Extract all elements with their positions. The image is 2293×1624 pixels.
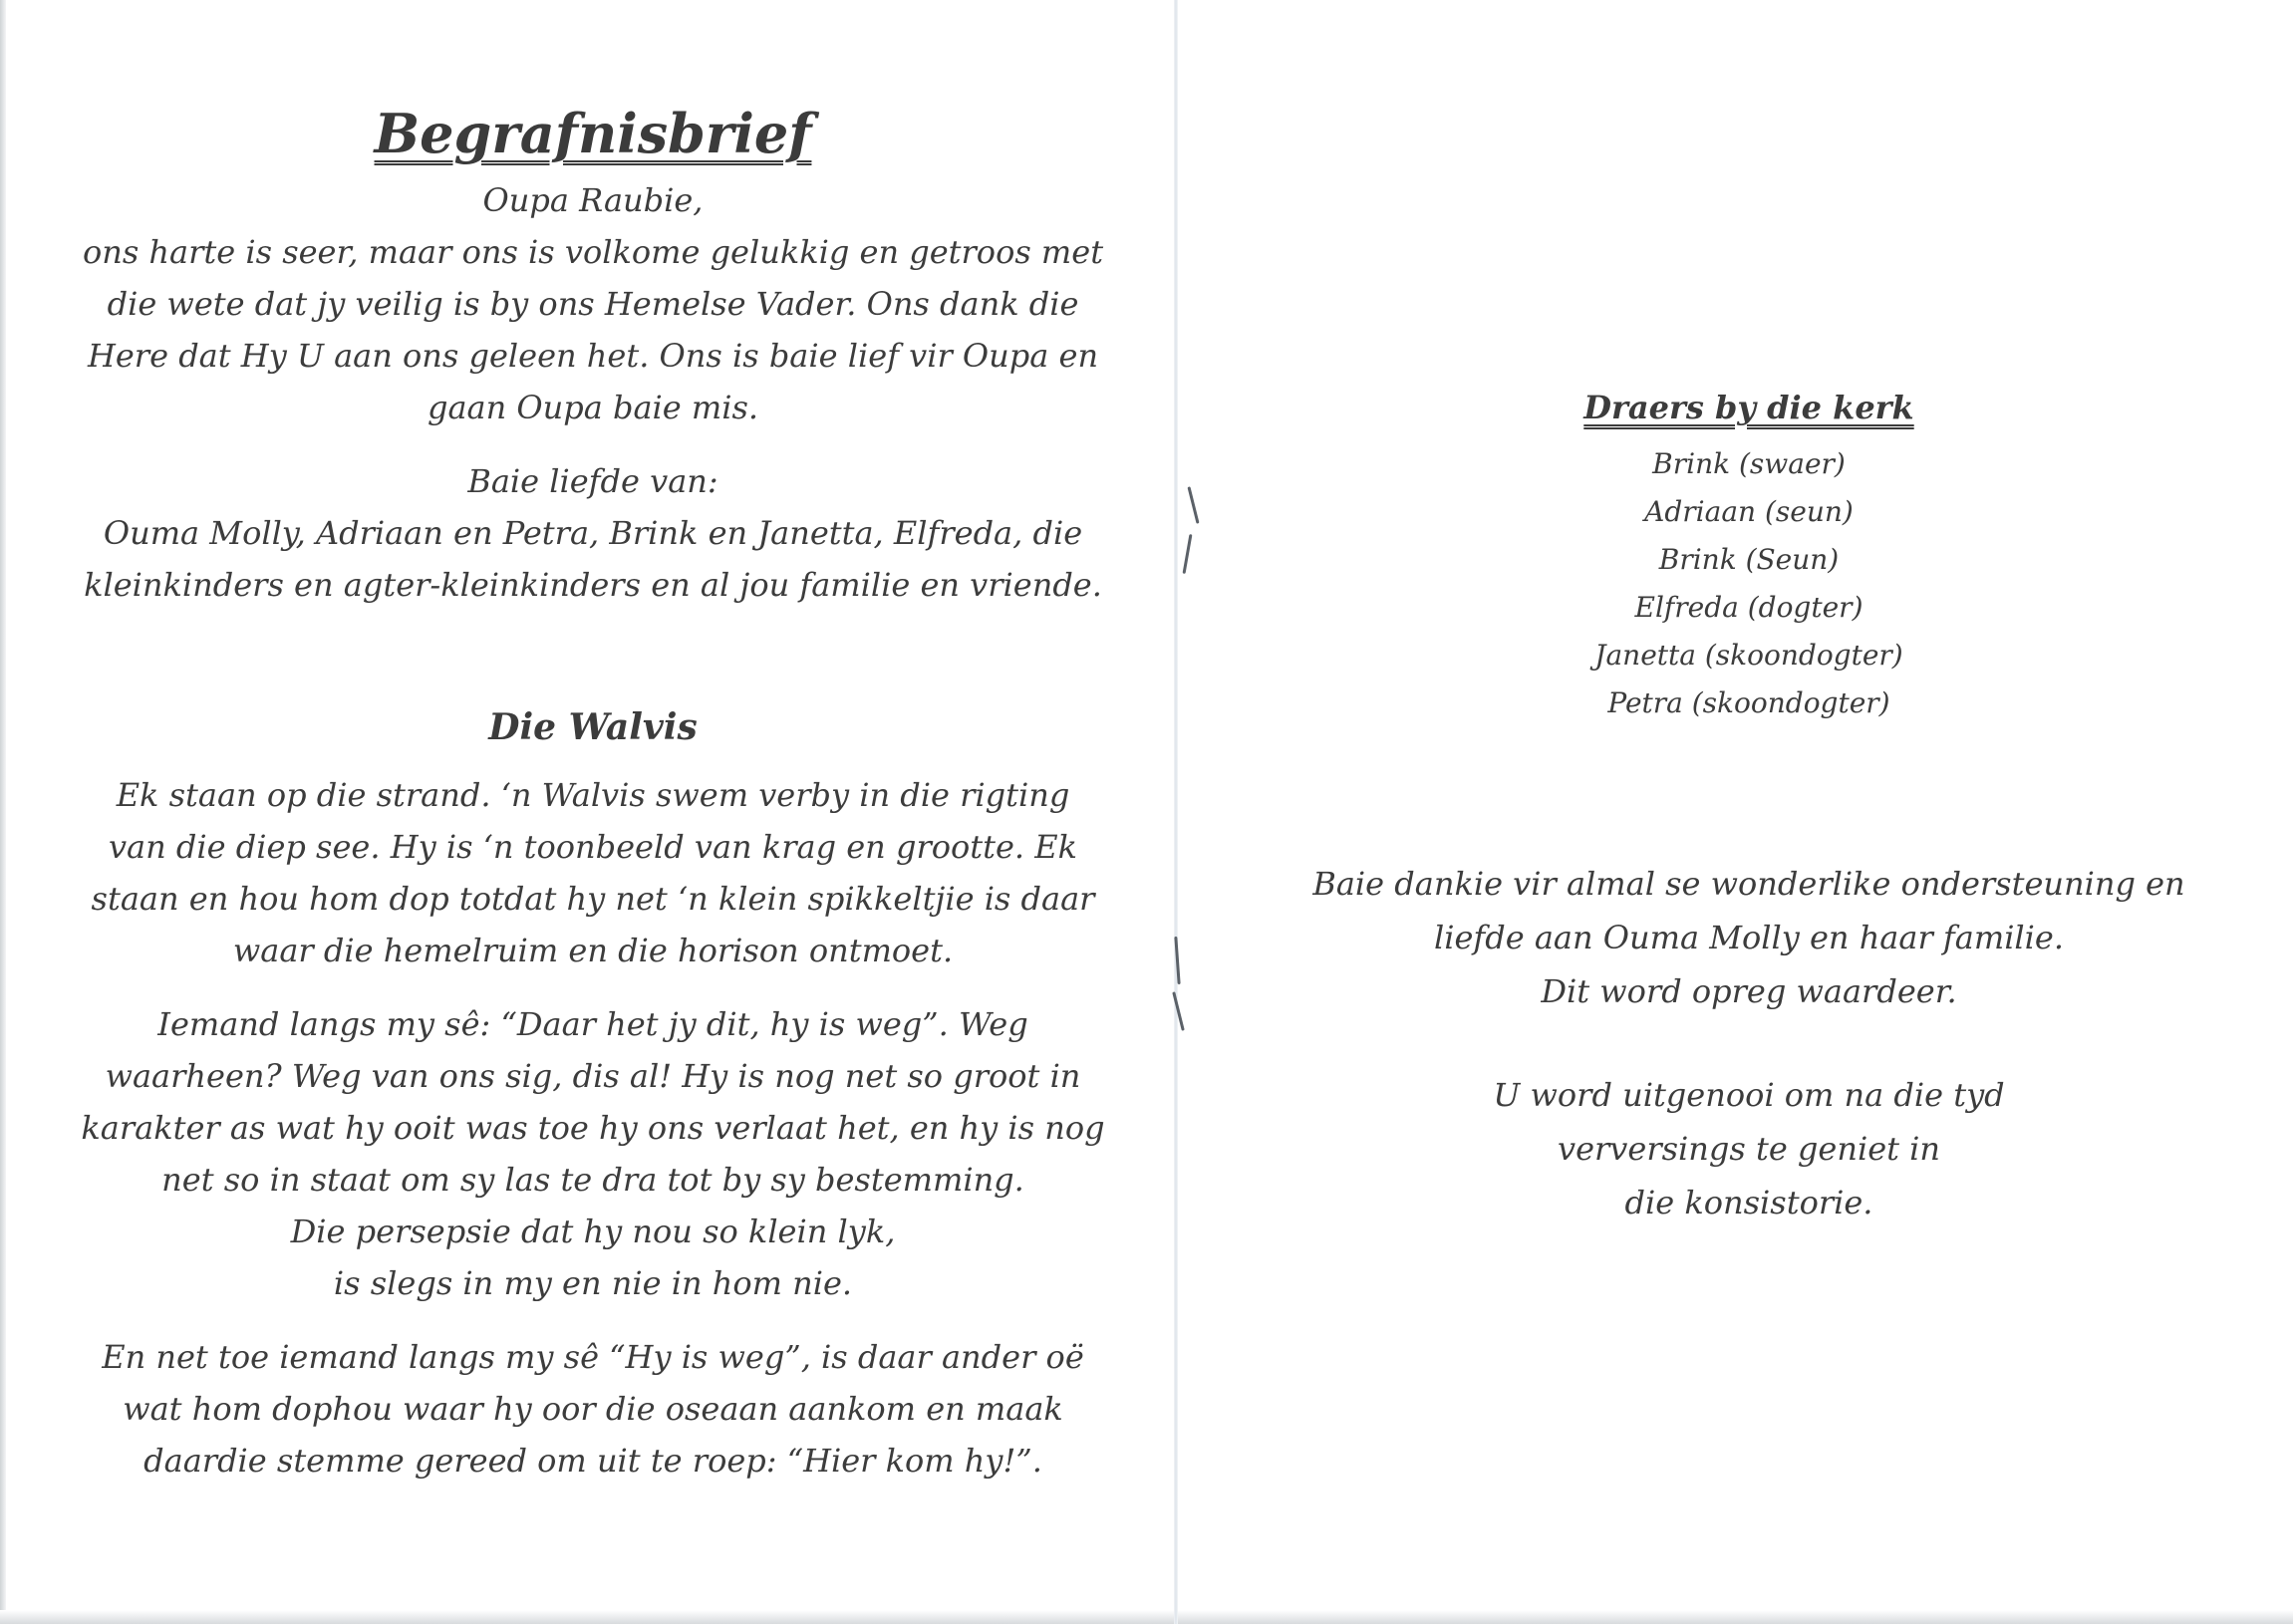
poem-stanza-2 xyxy=(70,998,1116,1309)
fold-crease-mark xyxy=(1183,534,1193,574)
poem-line: daardie stemme gereed om uit te roep: “Hier kom hy!”. xyxy=(143,1441,1042,1480)
bearer-item: Brink (Seun) xyxy=(1658,543,1840,576)
invite-line: U word uitgenooi om na die tyd xyxy=(1493,1076,2005,1114)
family-line: kleinkinders en agter-kleinkinders en al jou familie en vriende. xyxy=(84,565,1102,604)
bearer-item: Brink (swaer) xyxy=(1652,447,1846,480)
poem-line: wat hom dophou waar hy oor die oseaan aankom en maak xyxy=(123,1389,1063,1428)
letter-body xyxy=(70,226,1116,433)
poem-line: net so in staat om sy las te dra tot by sy bestemming. xyxy=(161,1160,1024,1199)
invitation-message xyxy=(1226,1068,2272,1229)
letter-greeting: Oupa Raubie, xyxy=(482,180,704,219)
bearer-item: Adriaan (seun) xyxy=(1644,495,1854,528)
poem-line: Ek staan op die strand. ‘n Walvis swem verby in die rigting xyxy=(116,775,1070,814)
family-list xyxy=(70,507,1116,611)
thanks-line: Baie dankie vir almal se wonderlike ondersteuning en xyxy=(1312,865,2185,903)
letter-line: die wete dat jy veilig is by ons Hemelse Vader. Ons dank die xyxy=(107,284,1079,323)
thanks-line: liefde aan Ouma Molly en haar familie. xyxy=(1434,919,2064,956)
poem-line: Iemand langs my sê: “Daar het jy dit, hy is weg”. Weg xyxy=(157,1004,1028,1043)
poem-stanza-1 xyxy=(70,769,1116,976)
family-line: Ouma Molly, Adriaan en Petra, Brink en Janetta, Elfreda, die xyxy=(103,513,1083,552)
scan-bottom-edge xyxy=(0,1610,2293,1624)
invite-line: verversings te geniet in xyxy=(1557,1130,1940,1168)
bearer-item: Elfreda (dogter) xyxy=(1634,591,1863,624)
poem-line: En net toe iemand langs my sê “Hy is weg”, is daar ander oë xyxy=(102,1337,1084,1376)
left-page xyxy=(70,90,1116,1487)
letter-line: gaan Oupa baie mis. xyxy=(427,388,759,426)
bearers-title: Draers by die kerk xyxy=(1583,389,1914,426)
poem-line: waarheen? Weg van ons sig, dis al! Hy is nog net so groot in xyxy=(105,1056,1081,1095)
fold-crease-mark xyxy=(1187,486,1199,524)
page-title: Begrafnisbrief xyxy=(374,102,812,165)
scan-left-edge xyxy=(0,0,6,1624)
poem-line: karakter as wat hy ooit was toe hy ons verlaat het, en hy is nog xyxy=(81,1108,1105,1147)
bearer-item: Petra (skoondogter) xyxy=(1607,686,1890,719)
poem-title: Die Walvis xyxy=(488,705,698,748)
poem-stanza-3 xyxy=(70,1331,1116,1487)
love-from-label: Baie liefde van: xyxy=(467,461,718,500)
right-page xyxy=(1226,389,2272,1229)
invite-line: die konsistorie. xyxy=(1624,1184,1873,1221)
poem-line: waar die hemelruim en die horison ontmoet. xyxy=(232,931,954,969)
poem-line: staan en hou hom dop totdat hy net ‘n klein spikkeltjie is daar xyxy=(91,879,1095,918)
letter-line: ons harte is seer, maar ons is volkome gelukkig en getroos met xyxy=(82,232,1104,271)
bearers-list xyxy=(1226,440,2272,727)
letter-line: Here dat Hy U aan ons geleen het. Ons is baie lief vir Oupa en xyxy=(87,336,1099,375)
bearer-item: Janetta (skoondogter) xyxy=(1594,639,1903,672)
poem-line: Die persepsie dat hy nou so klein lyk, xyxy=(290,1212,896,1250)
poem-line: is slegs in my en nie in hom nie. xyxy=(333,1263,853,1302)
poem-line: van die diep see. Hy is ‘n toonbeeld van krag en grootte. Ek xyxy=(108,827,1078,866)
thanks-message xyxy=(1226,857,2272,1018)
page-fold xyxy=(1174,0,1178,1624)
thanks-line: Dit word opreg waardeer. xyxy=(1541,972,1957,1010)
